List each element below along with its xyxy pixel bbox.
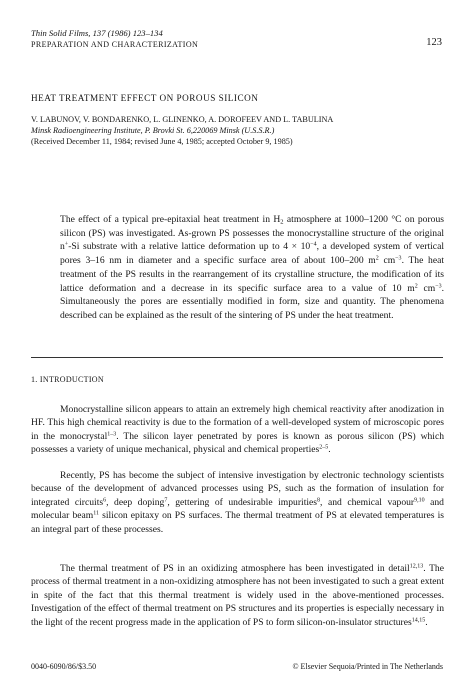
- section-label: PREPARATION AND CHARACTERIZATION: [31, 40, 199, 49]
- paragraph-text: .: [425, 616, 428, 628]
- paragraph-text: .: [328, 444, 331, 456]
- reference-citation: 2–5: [319, 444, 329, 451]
- page-number: 123: [426, 37, 442, 48]
- superscript: 2: [414, 283, 418, 290]
- reference-citation: 14,15: [411, 617, 426, 624]
- reference-citation: 9,10: [414, 497, 425, 504]
- paragraph: [31, 403, 444, 457]
- abstract-text: cm: [378, 255, 396, 267]
- abstract-text: The effect of a typical pre-epitaxial heat treatment in H: [60, 214, 281, 225]
- superscript: +: [64, 241, 69, 248]
- superscript: −3: [395, 255, 402, 262]
- paragraph-text: silicon epitaxy on PS surfaces. The thermal treatment of PS at elevated temperatures is an integral part of these processes.: [31, 510, 444, 535]
- paragraph-text: . The process of thermal treatment in a non-oxidizing atmosphere has not been investigated to such a great extent in spite of the fact that this thermal treatment is widely used in the above-mentioned processes. Investigation of the effect of thermal treatment on PS structures and its properties is especially necessary in the light of the recent progress made in the application of PS to form silicon-on-insulator structures: [31, 563, 444, 628]
- abstract-text: atmosphere at 1000–1200 °C on porous silicon (PS) was investigated. As-grown PS possesses the monocrystalline structure of the original n: [60, 214, 444, 253]
- superscript: 2: [375, 255, 379, 262]
- reference-citation: 11: [93, 510, 100, 517]
- paragraph-text: Monocrystalline silicon appears to attain an extremely high chemical reactivity after anodization in HF. This high chemical reactivity is due to the formation of a well-developed system of microscopic pores in the monocrystal: [31, 404, 444, 442]
- received-dates: (Received December 11, 1984; revised June 4, 1985; accepted October 9, 1985): [31, 137, 293, 146]
- reference-citation: 12,13: [409, 563, 424, 570]
- abstract-text: , a developed system of vertical pores 3–16 nm in diameter and a specific surface area of about 100–200 m: [60, 241, 444, 267]
- subscript: 2: [280, 218, 284, 226]
- abstract-text: -Si substrate with a relative lattice deformation up to 4 × 10: [68, 241, 311, 253]
- paragraph-text: , gettering of undesirable impurities: [167, 496, 318, 508]
- paragraph-text: Recently, PS has become the subject of intensive investigation by electronic technology scientists because of the development of advanced processes using PS, such as the formation of insulation for integrated circuits: [31, 470, 444, 508]
- section-heading: 1. INTRODUCTION: [31, 375, 104, 384]
- superscript: −4: [310, 241, 317, 248]
- superscript: −3: [435, 283, 442, 290]
- abstract: [60, 213, 444, 323]
- paragraph-text: and molecular beam: [31, 496, 444, 522]
- reference-citation: 6: [103, 497, 107, 504]
- affiliation: Minsk Radioengineering Institute, P. Brovki St. 6,220069 Minsk (U.S.S.R.): [31, 126, 275, 135]
- paragraph-text: The thermal treatment of PS in an oxidizing atmosphere has been investigated in detail: [60, 563, 410, 574]
- paragraph-text: . The silicon layer penetrated by pores is known as porous silicon (PS) which possesses a variety of unique mechanical, physical and chemical properties: [31, 430, 445, 456]
- section-divider: [31, 357, 443, 358]
- publisher-notice: © Elsevier Sequoia/Printed in The Netherlands: [292, 662, 443, 671]
- reference-citation: 1–3: [107, 431, 117, 438]
- issn-price-code: 0040-6090/86/$3.50: [31, 662, 97, 671]
- abstract-text: . Simultaneously the pores are essentially modified in form, size and quantity. The phenomena described can be explained as the result of the sintering of PS under the heat treatment.: [60, 282, 444, 321]
- reference-citation: 8: [317, 497, 321, 504]
- paragraph-text: , deep doping: [106, 496, 165, 508]
- paragraph: [31, 562, 444, 629]
- reference-citation: 7: [164, 497, 168, 504]
- author-list: V. LABUNOV, V. BONDARENKO, L. GLINENKO, A. DOROFEEV AND L. TABULINA: [31, 115, 334, 124]
- journal-citation: Thin Solid Films, 137 (1986) 123–134: [31, 28, 163, 38]
- paragraph-text: , and chemical vapour: [320, 496, 415, 508]
- paragraph: [31, 469, 444, 536]
- article-title: HEAT TREATMENT EFFECT ON POROUS SILICON: [31, 93, 259, 103]
- abstract-text: cm: [417, 282, 436, 294]
- abstract-text: . The heat treatment of the PS results in the rearrangement of its crystalline structure, the modification of its lattice deformation and a decrease in its specific surface area to a value of 10 m: [60, 255, 444, 294]
